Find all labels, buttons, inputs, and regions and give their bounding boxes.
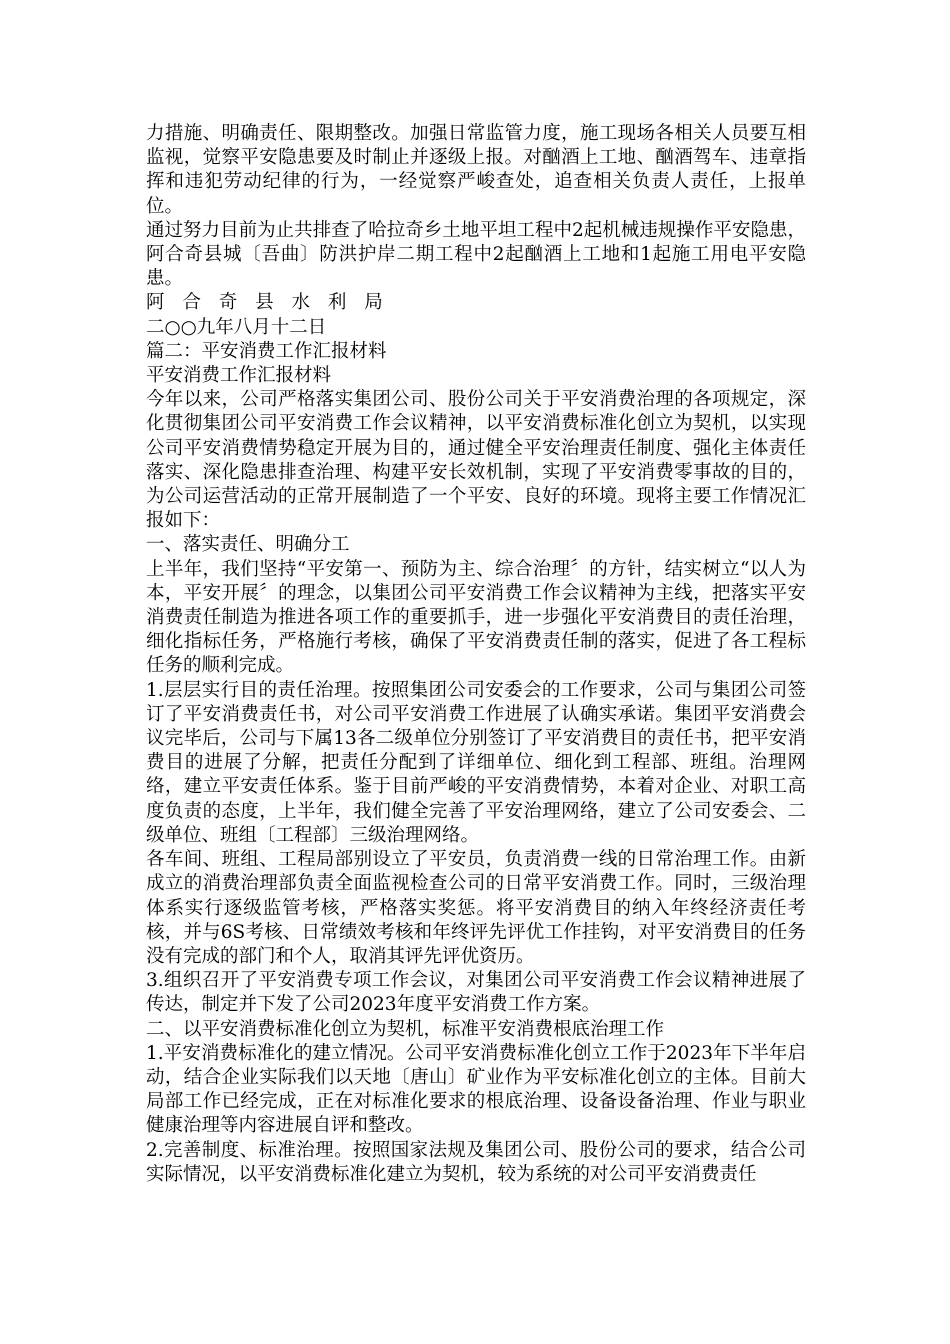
issuer-name: 阿 合 奇 县 水 利 局 [146,292,389,314]
paragraph-safety-officers: 各车间、班组、工程局部别设立了平安员，负责消费一线的日常治理工作。由新成立的消费治理部负责全面监视检查公司的日常平安消费工作。同时，三级治理体系实行逐级监管考核，严格落实奖惩。将平安消费目的纳入年终经济责任考核，并与6S考核、日常绩效考核和年终评先评优工作挂钩，对平安消费目的任务没有完成的部门和个人，取消其评先评优资历。 [146,849,806,967]
issue-date: 二○○九年八月十二日 [146,316,327,338]
heading-section-two: 二、以平安消费标准化创立为契机，标准平安消费根底治理工作 [146,1018,665,1040]
paragraph-item-1-responsibility: 1.层层实行目的责任治理。按照集团公司安委会的工作要求，公司与集团公司签订了平安消费责任书，对公司平安消费工作进展了认确实承诺。集团平安消费会议完毕后，公司与下属13各二级单位分别签订了平安消费目的责任书，把平安消费目的进展了分解，把责任分配到了详细单位、细化到工程部、班组。治理网络，建立平安责任体系。鉴于目前严峻的平安消费情势，本着对企业、对职工高度负责的态度，上半年，我们健全完善了平安治理网络，建立了公司安委会、二级单位、班组〔工程部〕三级治理网络。 [146,679,806,846]
paragraph-introduction: 今年以来，公司严格落实集团公司、股份公司关于平安消费治理的各项规定，深化贯彻集团公司平安消费工作会议精神，以平安消费标准化创立为契机，以实现公司平安消费情势稳定开展为目的，通过健全平安治理责任制度、强化主体责任落实、深化隐患排查治理、构建平安长效机制，实现了平安消费零事故的目的，为公司运营活动的正常开展制造了一个平安、良好的环境。现将主要工作情况汇报如下： [146,389,806,532]
paragraph-rectification-measures: 力措施、明确责任、限期整改。加强日常监管力度，施工现场各相关人员要互相监视，觉察平安隐患要及时制止并逐级上报。对酗酒上工地、酗酒驾车、违章指挥和违犯劳动纪律的行为，一经觉察严峻查处，追查相关负责人责任，上报单位。 [146,123,806,217]
paragraph-hazard-results: 通过努力目前为止共排查了哈拉奇乡土地平坦工程中2起机械违规操作平安隐患，阿合奇县城〔吾曲〕防洪护岸二期工程中2起酗酒上工地和1起施工用电平安隐患。 [146,219,806,290]
paragraph-section-one-summary: 上半年，我们坚持“平安第一、预防为主、综合治理〞的方针，结实树立“以人为本，平安开展〞的理念，以集团公司平安消费工作会议精神为主线，把落实平安消费责任制造为推进各项工作的重要抓手，进一步强化平安消费目的责任治理，细化指标任务，严格施行考核，确保了平安消费责任制的落实，促进了各工程标任务的顺利完成。 [146,558,806,677]
paragraph-item-1-standardization: 1.平安消费标准化的建立情况。公司平安消费标准化创立工作于2023年下半年启动，结合企业实际我们以天地〔唐山〕矿业作为平安标准化创立的主体。目前大局部工作已经完成，正在对标准化要求的根底治理、设备设备治理、作业与职业健康治理等内容进展自评和整改。 [146,1042,806,1137]
paragraph-item-2-system: 2.完善制度、标准治理。按照国家法规及集团公司、股份公司的要求，结合公司实际情况，以平安消费标准化建立为契机，较为系统的对公司平安消费责任 [146,1139,806,1185]
heading-section-one: 一、落实责任、明确分工 [146,534,350,556]
document-body [146,122,806,1187]
paragraph-item-3-meeting: 3.组织召开了平安消费专项工作会议，对集团公司平安消费工作会议精神进展了传达，制定并下发了公司2023年度平安消费工作方案。 [146,970,806,1016]
section-heading-part-two: 篇二：平安消费工作汇报材料 [146,340,387,362]
report-title: 平安消费工作汇报材料 [146,365,332,387]
